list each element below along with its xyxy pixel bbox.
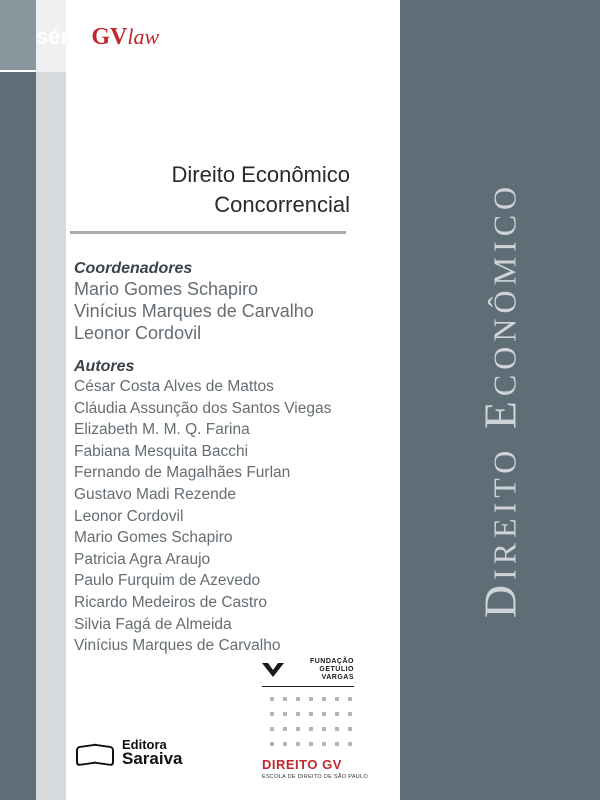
title-line-1: Direito Econômico: [171, 162, 350, 187]
coordenadores-heading: Coordenadores: [74, 260, 193, 277]
open-book-icon: [76, 741, 116, 763]
publisher-line-1: Editora: [122, 737, 167, 752]
autor-name: Patricia Agra Araujo: [74, 550, 211, 568]
direito-gv-subtitle: ESCOLA DE DIREITO DE SÃO PAULO: [262, 774, 368, 780]
coordenadores-section: [74, 260, 314, 344]
title-line-2: Concorrencial: [214, 192, 350, 217]
autores-list: [74, 376, 331, 657]
autor-name: Fernando de Magalhães Furlan: [74, 464, 291, 482]
publisher-line-2: Saraiva: [122, 749, 183, 768]
autores-heading: Autores: [74, 358, 135, 375]
autor-name: Leonor Cordovil: [74, 507, 184, 525]
coordenadores-list: [74, 278, 314, 344]
dot-grid-pattern: [270, 697, 354, 749]
autor-name: Vinícius Marques de Carvalho: [74, 637, 281, 655]
left-strip-band: [0, 0, 36, 70]
left-strip-gap: [0, 70, 36, 72]
left-strip: [0, 0, 36, 800]
autor-name: Ricardo Medeiros de Castro: [74, 593, 267, 611]
autor-name: Cláudia Assunção dos Santos Viegas: [74, 399, 332, 417]
autor-name: Elizabeth M. M. Q. Farina: [74, 421, 250, 439]
series-brand-gv: GV: [91, 24, 128, 50]
grey-column: [36, 0, 66, 800]
fgv-line-2: GETULIO VARGAS: [319, 666, 354, 681]
spine-title-text: Direito Econômico: [474, 181, 526, 619]
autor-name: Fabiana Mesquita Bacchi: [74, 442, 249, 460]
fgv-header: [262, 658, 354, 682]
fgv-line-1: FUNDAÇÃO: [309, 658, 354, 665]
autor-name: Paulo Furquim de Azevedo: [74, 572, 261, 590]
fgv-logo: [262, 658, 368, 780]
autor-name: Gustavo Madi Rezende: [74, 485, 236, 503]
fgv-name: [289, 658, 354, 682]
series-label: [36, 24, 159, 64]
series-brand-law: law: [127, 24, 160, 49]
serie-word: série: [36, 24, 88, 49]
autor-name: Silvia Fagá de Almeida: [74, 615, 232, 633]
direito-gv-name: DIREITO GV: [262, 757, 342, 772]
editora-saraiva-logo: [76, 738, 183, 766]
book-title: [171, 160, 350, 220]
fgv-mark-icon: [262, 661, 283, 679]
autor-name: Mario Gomes Schapiro: [74, 529, 233, 547]
coordenador-name: Vinícius Marques de Carvalho: [74, 301, 314, 321]
autor-name: César Costa Alves de Mattos: [74, 378, 274, 395]
autores-section: [74, 358, 331, 657]
coordenador-name: Leonor Cordovil: [74, 323, 202, 343]
fgv-divider: [262, 686, 354, 687]
coordenador-name: Mario Gomes Schapiro: [74, 279, 259, 299]
title-rule: [70, 231, 346, 234]
publisher-name: [122, 738, 183, 766]
